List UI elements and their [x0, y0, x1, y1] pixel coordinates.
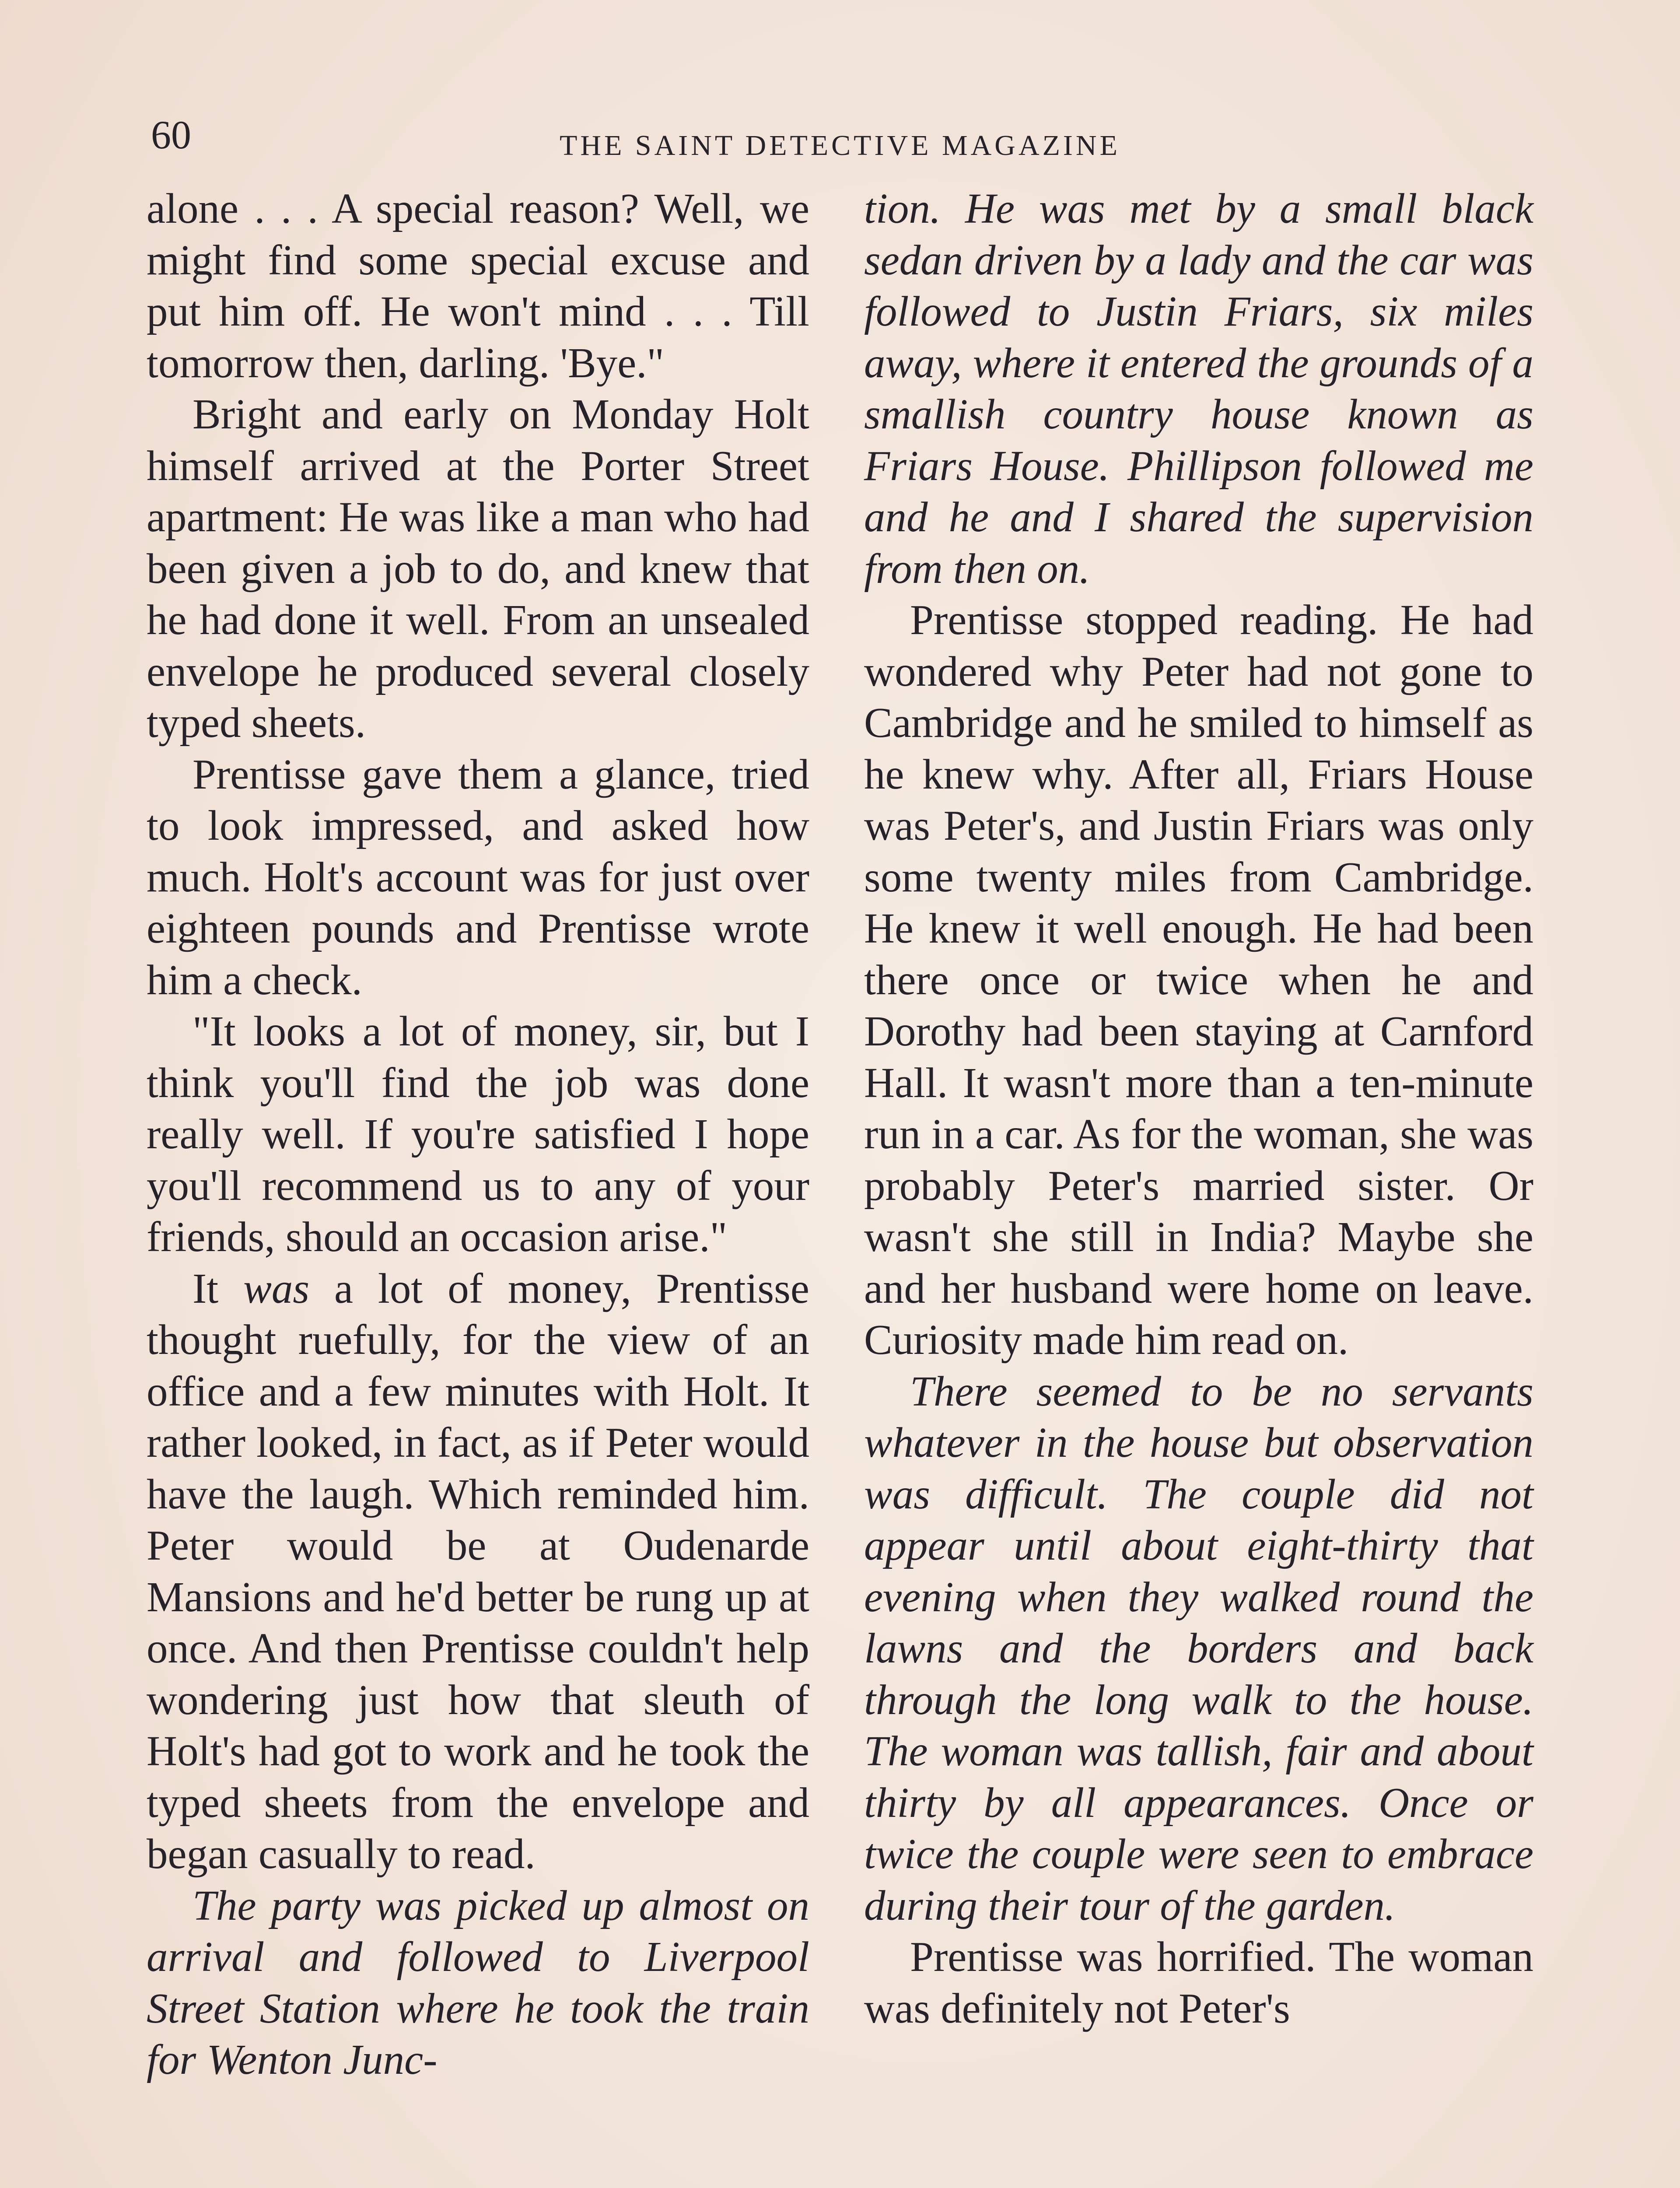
paragraph: Bright and early on Monday Holt himself arrived at the Porter Street apartment: He was like a man who had been given a job to do, and knew that he had done it well. From an unsealed envelope he produced several closely typed sheets. [147, 391, 809, 746]
italic-report-paragraph: There seemed to be no servants whatever in the house but observation was difficult. The couple did not appear until about eight-thirty that evening when they walked round the lawns and the borders and back through the long walk to the house. The woman was tallish, fair and about thirty by all appearances. Once or twice the couple were seen to embrace during their tour of the garden. [864, 1368, 1533, 1929]
running-head: THE SAINT DETECTIVE MAGAZINE [560, 130, 1120, 161]
paragraph: Prentisse stopped reading. He had wondered why Peter had not gone to Cambridge and he smiled to himself as he knew why. After all, Friars House was Peter's, and Justin Friars was only some twenty miles from Cambridge. He knew it well enough. He had been there once or twice when he and Dorothy had been staying at Carnford Hall. It wasn't more than a ten-minute run in a car. As for the woman, she was probably Peter's married sister. Or wasn't she still in India? Maybe she and her husband were home on leave. Curiosity made him read on. [864, 596, 1533, 1363]
page-number: 60 [151, 112, 191, 157]
right-column [864, 183, 1533, 2188]
emphasis-text: was [243, 1265, 310, 1312]
left-column [147, 183, 809, 2188]
italic-report-paragraph: The party was picked up almost on arrival and followed to Liverpool Street Station where he took the train for Wenton Junc- [147, 1882, 809, 2083]
paragraph-text: It [192, 1265, 244, 1312]
paragraph [147, 1263, 809, 1880]
paragraph: Prentisse gave them a glance, tried to look impressed, and asked how much. Holt's account was for just over eighteen pounds and Prentisse wrote him a check. [147, 750, 809, 1003]
paragraph-text: a lot of money, Prentisse thought ruefully, for the view of an office and a few minutes with Holt. It rather looked, in fact, as if Peter would have the laugh. Which reminded him. Peter would be at Oudenarde Mansions and he'd better be rung up at once. And then Prentisse couldn't help wondering just how that sleuth of Holt's had got to work and he took the typed sheets from the envelope and began casually to read. [147, 1265, 809, 1877]
paragraph: alone . . . A special reason? Well, we might find some special excuse and put him off. He won't mind . . . Till tomorrow then, darling. 'Bye." [147, 185, 809, 386]
paragraph: "It looks a lot of money, sir, but I think you'll find the job was done really well. If you're satisfied I hope you'll recommend us to any of your friends, should an occasion arise." [147, 1008, 809, 1260]
paragraph: Prentisse was horrified. The woman was definitely not Peter's [864, 1933, 1533, 2032]
italic-report-paragraph: tion. He was met by a small black sedan driven by a lady and the car was followed to Justin Friars, six miles away, where it entered the grounds of a smallish country house known as Friars House. Phillipson followed me and he and I shared the supervision from then on. [864, 185, 1533, 592]
